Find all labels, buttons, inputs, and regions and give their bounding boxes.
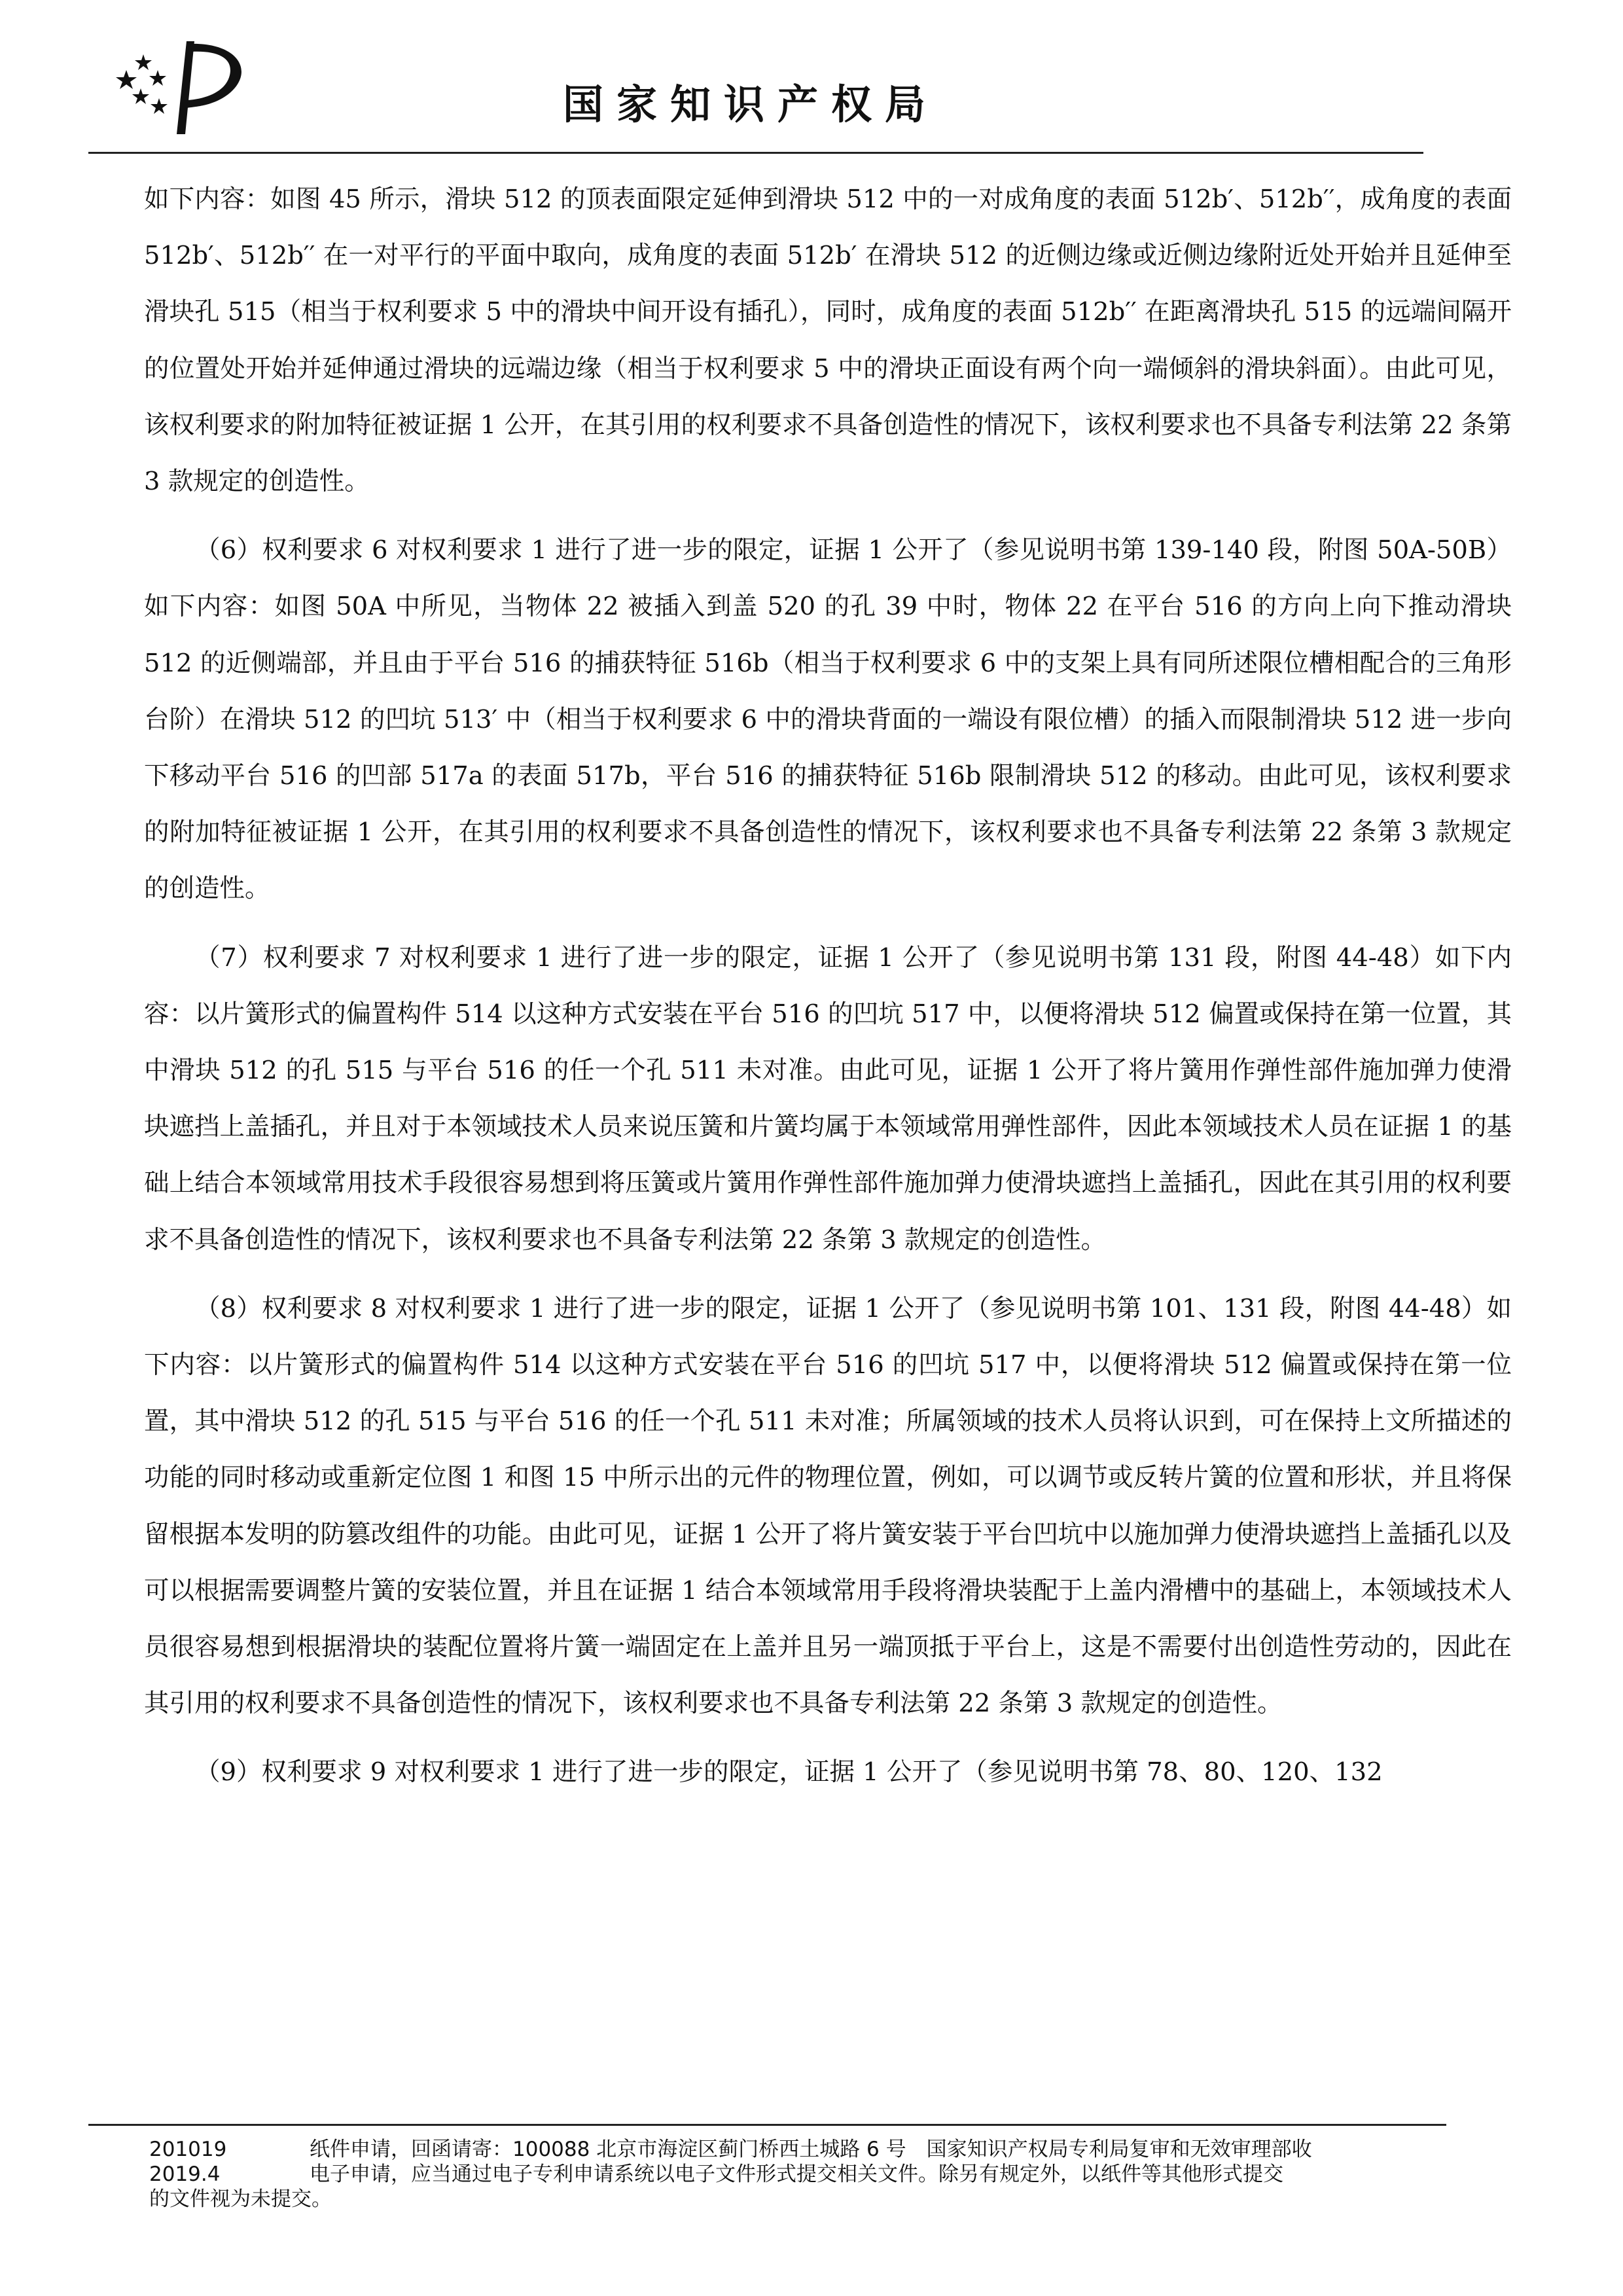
paragraph-claim-6: （6）权利要求 6 对权利要求 1 进行了进一步的限定，证据 1 公开了（参见说明书第 139-140 段，附图 50A-50B）如下内容：如图 50A 中所见，当物体 22 被插入到盖 520 的孔 39 中时，物体 22 在平台 516 的方向上向下推动滑块 512 的近侧端部，并且由于平台 516 的捕获特征 516b（相当于权利要求 6 中的支架上具有同所述限位槽相配合的三角形台阶）在滑块 512 的凹坑 513′ 中（相当于权利要求 6 中的滑块背面的一端设有限位槽）的插入而限制滑块 512 进一步向下移动平台 516 的凹部 517a 的表面 517b，平台 516 的捕获特征 516b 限制滑块 512 的移动。由此可见，该权利要求的附加特征被证据 1 公开，在其引用的权利要求不具备创造性的情况下，该权利要求也不具备专利法第 22 条第 3 款规定的创造性。	[144, 535, 1512, 904]
organization-title: 国家知识产权局	[563, 81, 939, 128]
paragraph-claim-9: （9）权利要求 9 对权利要求 1 进行了进一步的限定，证据 1 公开了（参见说明书第 78、80、120、132	[195, 1757, 1383, 1787]
form-code: 201019	[149, 2138, 227, 2161]
footer-line	[149, 2162, 1478, 2187]
paragraph-continuation: 如下内容：如图 45 所示，滑块 512 的顶表面限定延伸到滑块 512 中的一对成角度的表面 512b′、512b′′，成角度的表面 512b′、512b′′ 在一对平行的平面中取向，成角度的表面 512b′ 在滑块 512 的近侧边缘或近侧边缘附近处开始并且延伸至滑块孔 515（相当于权利要求 5 中的滑块中间开设有插孔），同时，成角度的表面 512b′′ 在距离滑块孔 515 的远端间隔开的位置处开始并延伸通过滑块的远端边缘（相当于权利要求 5 中的滑块正面设有两个向一端倾斜的滑块斜面）。由此可见，该权利要求的附加特征被证据 1 公开，在其引用的权利要求不具备创造性的情况下，该权利要求也不具备专利法第 22 条第 3 款规定的创造性。	[144, 185, 1512, 497]
paragraph-claim-7: （7）权利要求 7 对权利要求 1 进行了进一步的限定，证据 1 公开了（参见说明书第 131 段，附图 44-48）如下内容：以片簧形式的偏置构件 514 以这种方式安装在平台 516 的凹坑 517 中，以便将滑块 512 偏置或保持在第一位置，其中滑块 512 的孔 515 与平台 516 的任一个孔 511 未对准。由此可见，证据 1 公开了将片簧用作弹性部件施加弹力使滑块遮挡上盖插孔，并且对于本领域技术人员来说压簧和片簧均属于本领域常用弹性部件，因此本领域技术人员在证据 1 的基础上结合本领域常用技术手段很容易想到将压簧或片簧用作弹性部件施加弹力使滑块遮挡上盖插孔，因此在其引用的权利要求不具备创造性的情况下，该权利要求也不具备专利法第 22 条第 3 款规定的创造性。	[144, 942, 1512, 1255]
footer-divider	[88, 2124, 1446, 2126]
paragraph-claim-8: （8）权利要求 8 对权利要求 1 进行了进一步的限定，证据 1 公开了（参见说明书第 101、131 段，附图 44-48）如下内容：以片簧形式的偏置构件 514 以这种方式安装在平台 516 的凹坑 517 中，以便将滑块 512 偏置或保持在第一位置，其中滑块 512 的孔 515 与平台 516 的任一个孔 511 未对准；所属领域的技术人员将认识到，可在保持上文所描述的功能的同时移动或重新定位图 1 和图 15 中所示出的元件的物理位置，例如，可以调节或反转片簧的位置和形状，并且将保留根据本发明的防篡改组件的功能。由此可见，证据 1 公开了将片簧安装于平台凹坑中以施加弹力使滑块遮挡上盖插孔以及可以根据需要调整片簧的安装位置，并且在证据 1 结合本领域常用手段将滑块装配于上盖内滑槽中的基础上，本领域技术人员很容易想到根据滑块的装配位置将片簧一端固定在上盖并且另一端顶抵于平台上，这是不需要付出创造性劳动的，因此在其引用的权利要求不具备创造性的情况下，该权利要求也不具备专利法第 22 条第 3 款规定的创造性。	[144, 1293, 1512, 1719]
form-version: 2019.4	[149, 2162, 221, 2186]
footer-electronic-notice: 电子申请，应当通过电子专利申请系统以电子文件形式提交相关文件。除另有规定外，以纸件等其他形式提交	[310, 2162, 1283, 2186]
page-footer	[149, 2137, 1478, 2212]
footer-mail-notice: 纸件申请，回函请寄：100088 北京市海淀区蓟门桥西土城路 6 号 国家知识产权局专利局复审和无效审理部收	[310, 2138, 1312, 2161]
cnipa-logo-icon	[115, 36, 265, 137]
header-divider	[88, 152, 1423, 154]
document-body	[144, 171, 1512, 1814]
footer-notice-continuation: 的文件视为未提交。	[149, 2187, 332, 2211]
page-header	[0, 0, 1623, 157]
footer-line	[149, 2137, 1478, 2162]
